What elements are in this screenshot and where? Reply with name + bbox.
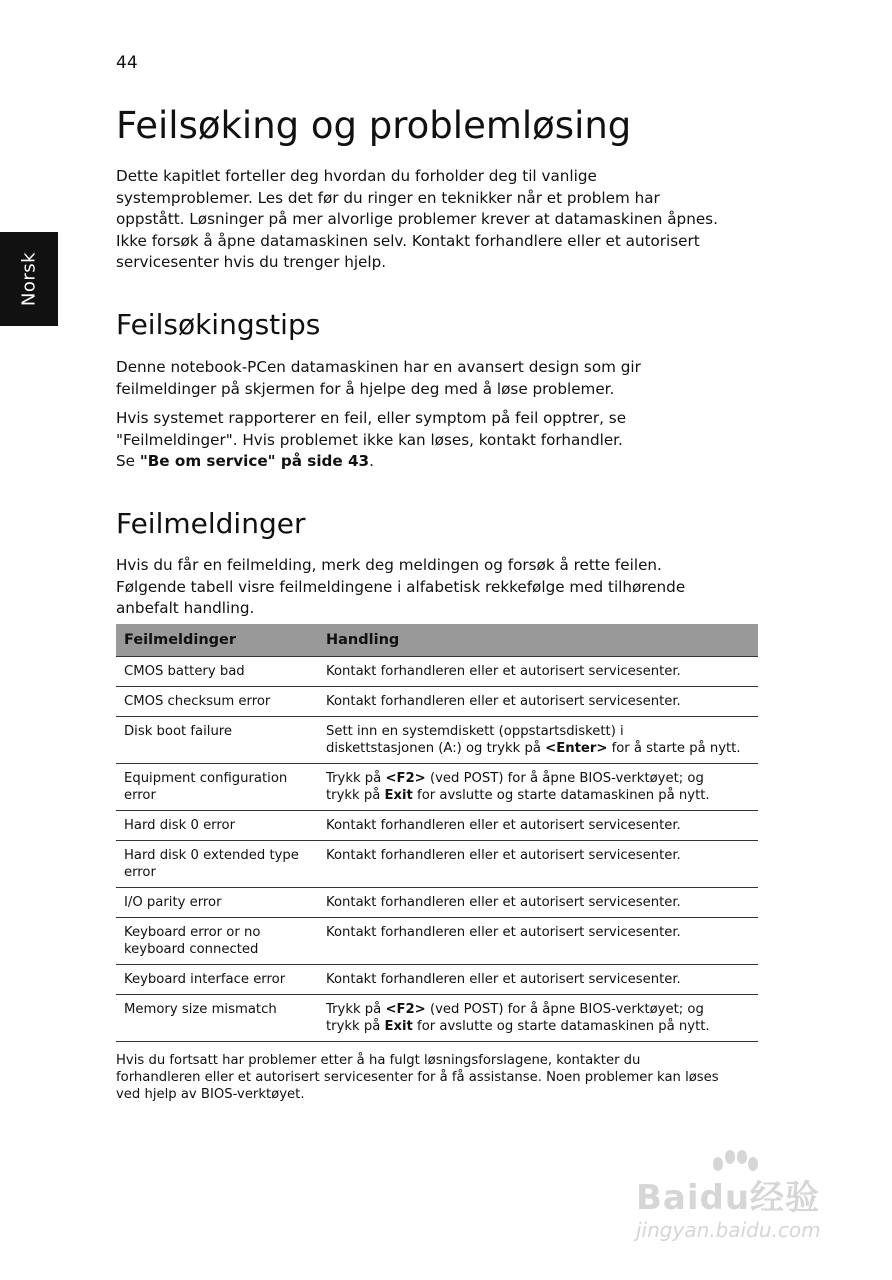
footnote-line: Hvis du fortsatt har problemer etter å ha fulgt løsningsforslagene, kontakter du <box>116 1053 641 1068</box>
cell-line: Memory size mismatch <box>124 1002 277 1017</box>
error-message-cell <box>116 888 318 918</box>
table-row <box>116 717 758 764</box>
action-cell <box>318 841 758 888</box>
table-row <box>116 918 758 965</box>
table-row <box>116 841 758 888</box>
page-title: Feilsøking og problemløsing <box>116 104 632 147</box>
cell-line: error <box>124 788 156 803</box>
column-header-message: Feilmeldinger <box>116 624 318 657</box>
cell-line: Hard disk 0 extended type <box>124 848 299 863</box>
tips-paragraph-1 <box>116 357 766 400</box>
cell-line: Keyboard interface error <box>124 972 286 987</box>
table-row <box>116 657 758 687</box>
intro-line: oppstått. Løsninger på mer alvorlige problemer krever at datamaskinen åpnes. <box>116 210 718 228</box>
cell-line: Kontakt forhandleren eller et autorisert servicesenter. <box>326 848 681 863</box>
cell-line: Kontakt forhandleren eller et autorisert servicesenter. <box>326 694 681 709</box>
error-message-cell <box>116 918 318 965</box>
service-reference-link[interactable]: "Be om service" på side 43 <box>139 452 370 470</box>
cell-line: Kontakt forhandleren eller et autorisert servicesenter. <box>326 925 681 940</box>
intro-line: servicesenter hvis du trenger hjelp. <box>116 253 387 271</box>
action-cell <box>318 657 758 687</box>
cell-line: error <box>124 865 156 880</box>
table-header-row <box>116 624 758 657</box>
tips-line: Hvis systemet rapporterer en feil, eller symptom på feil opptrer, se <box>116 409 627 427</box>
footnote-line: ved hjelp av BIOS-verktøyet. <box>116 1087 305 1102</box>
cell-line: Kontakt forhandleren eller et autorisert servicesenter. <box>326 895 681 910</box>
cell-line: Keyboard error or no <box>124 925 261 940</box>
see-suffix: . <box>369 452 374 470</box>
tips-line: "Feilmeldinger". Hvis problemet ikke kan løses, kontakt forhandler. <box>116 430 623 449</box>
footnote-line: forhandleren eller et autorisert servicesenter for å få assistanse. Noen problemer kan løses <box>116 1070 719 1085</box>
action-cell <box>318 717 758 764</box>
table-row <box>116 888 758 918</box>
cell-line: keyboard connected <box>124 942 259 957</box>
table-row <box>116 764 758 811</box>
intro-paragraph <box>116 166 766 274</box>
cell-line: I/O parity error <box>124 895 222 910</box>
error-message-cell <box>116 995 318 1042</box>
cell-line: Equipment configuration <box>124 771 288 786</box>
cell-line: Trykk på <F2> (ved POST) for å åpne BIOS-verktøyet; og <box>326 771 704 786</box>
cell-line: Kontakt forhandleren eller et autorisert servicesenter. <box>326 972 681 987</box>
intro-line: Dette kapitlet forteller deg hvordan du forholder deg til vanlige <box>116 167 597 185</box>
action-cell <box>318 687 758 717</box>
watermark-url: jingyan.baidu.com <box>636 1218 821 1242</box>
errors-intro-line: Hvis du får en feilmelding, merk deg meldingen og forsøk å rette feilen. <box>116 556 662 574</box>
page-number: 44 <box>116 53 138 73</box>
action-cell <box>318 918 758 965</box>
action-cell <box>318 995 758 1042</box>
cell-line: CMOS battery bad <box>124 664 245 679</box>
error-message-cell <box>116 657 318 687</box>
error-message-cell <box>116 841 318 888</box>
cell-line: Sett inn en systemdiskett (oppstartsdiskett) i <box>326 724 624 739</box>
error-message-cell <box>116 965 318 995</box>
tips-paragraph-2 <box>116 408 766 473</box>
action-cell <box>318 965 758 995</box>
cell-line: Kontakt forhandleren eller et autorisert servicesenter. <box>326 664 681 679</box>
table-row <box>116 687 758 717</box>
cell-line: trykk på Exit for avslutte og starte datamaskinen på nytt. <box>326 1019 710 1034</box>
action-cell <box>318 811 758 841</box>
language-tab-label: Norsk <box>18 251 40 307</box>
errors-intro-paragraph <box>116 555 766 620</box>
error-message-cell <box>116 687 318 717</box>
errors-intro-line: Følgende tabell visre feilmeldingene i alfabetisk rekkefølge med tilhørende <box>116 577 686 596</box>
cell-line: Hard disk 0 error <box>124 818 235 833</box>
cell-line: trykk på Exit for avslutte og starte datamaskinen på nytt. <box>326 788 710 803</box>
cell-line: diskettstasjonen (A:) og trykk på <Enter> for å starte på nytt. <box>326 741 741 756</box>
errors-intro-line: anbefalt handling. <box>116 599 255 617</box>
column-header-action: Handling <box>318 624 758 657</box>
language-tab <box>0 232 58 326</box>
tips-line: feilmeldinger på skjermen for å hjelpe deg med å løse problemer. <box>116 379 615 398</box>
tips-line: Denne notebook-PCen datamaskinen har en avansert design som gir <box>116 358 641 376</box>
cell-line: Kontakt forhandleren eller et autorisert servicesenter. <box>326 818 681 833</box>
cell-line: Trykk på <F2> (ved POST) for å åpne BIOS-verktøyet; og <box>326 1002 704 1017</box>
errors-heading: Feilmeldinger <box>116 507 306 540</box>
tips-heading: Feilsøkingstips <box>116 308 321 341</box>
intro-line: Ikke forsøk å åpne datamaskinen selv. Kontakt forhandlere eller et autorisert <box>116 231 700 250</box>
action-cell <box>318 764 758 811</box>
table-row <box>116 811 758 841</box>
table-row <box>116 965 758 995</box>
action-cell <box>318 888 758 918</box>
baidu-watermark <box>636 1150 841 1250</box>
error-messages-table <box>116 624 758 1042</box>
intro-line: systemproblemer. Les det før du ringer en teknikker når et problem har <box>116 188 660 207</box>
watermark-logo: Baidu经验 <box>636 1178 821 1218</box>
error-message-cell <box>116 717 318 764</box>
error-message-cell <box>116 811 318 841</box>
error-message-cell <box>116 764 318 811</box>
cell-line: CMOS checksum error <box>124 694 271 709</box>
see-prefix: Se <box>116 452 140 470</box>
footnote <box>116 1052 761 1103</box>
cell-line: Disk boot failure <box>124 724 233 739</box>
table-row <box>116 995 758 1042</box>
